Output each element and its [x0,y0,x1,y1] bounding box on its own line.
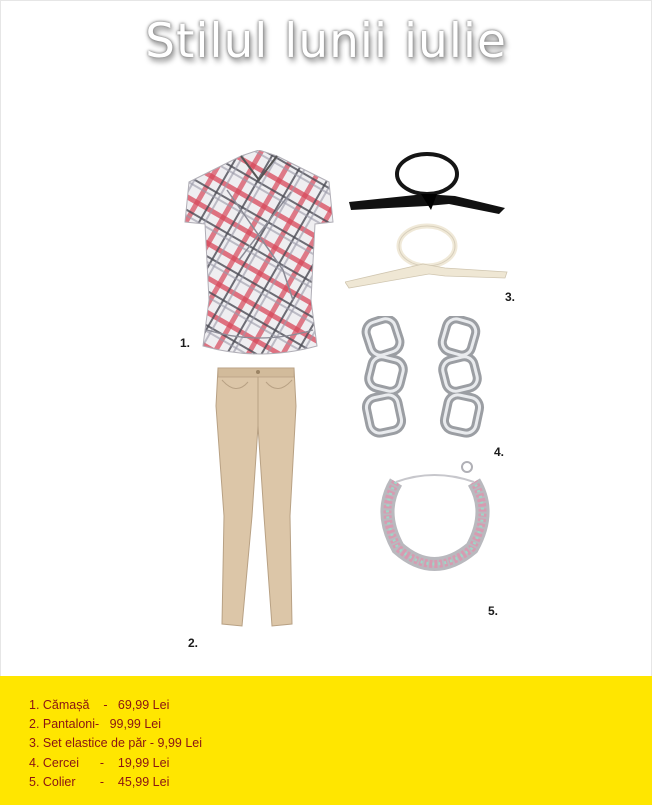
price-item-pants: 2. Pantaloni- 99,99 Lei [29,717,162,732]
price-item-necklace: 5. Colier - 45,99 Lei [29,774,170,789]
item-number-necklace: 5. [488,604,499,618]
item-number-hair-ties: 3. [505,290,516,304]
woven-necklace-image [372,460,498,580]
price-item-hair-ties: 3. Set elastice de păr - 9,99 Lei [29,736,203,751]
page-title: Stilul lunii iulie [145,14,507,69]
hair-ties-image [345,148,515,290]
price-item-shirt: 1. Cămașă - 69,99 Lei [29,698,170,712]
plaid-shirt-image [183,150,335,360]
item-number-pants: 2. [188,636,199,650]
price-list [29,696,202,792]
beige-pants-image [214,366,298,628]
item-number-shirt: 1. [180,336,191,350]
price-item-earrings: 4. Cercei - 19,99 Lei [29,755,170,770]
item-number-earrings: 4. [494,445,505,459]
chain-earrings-image [360,316,496,444]
